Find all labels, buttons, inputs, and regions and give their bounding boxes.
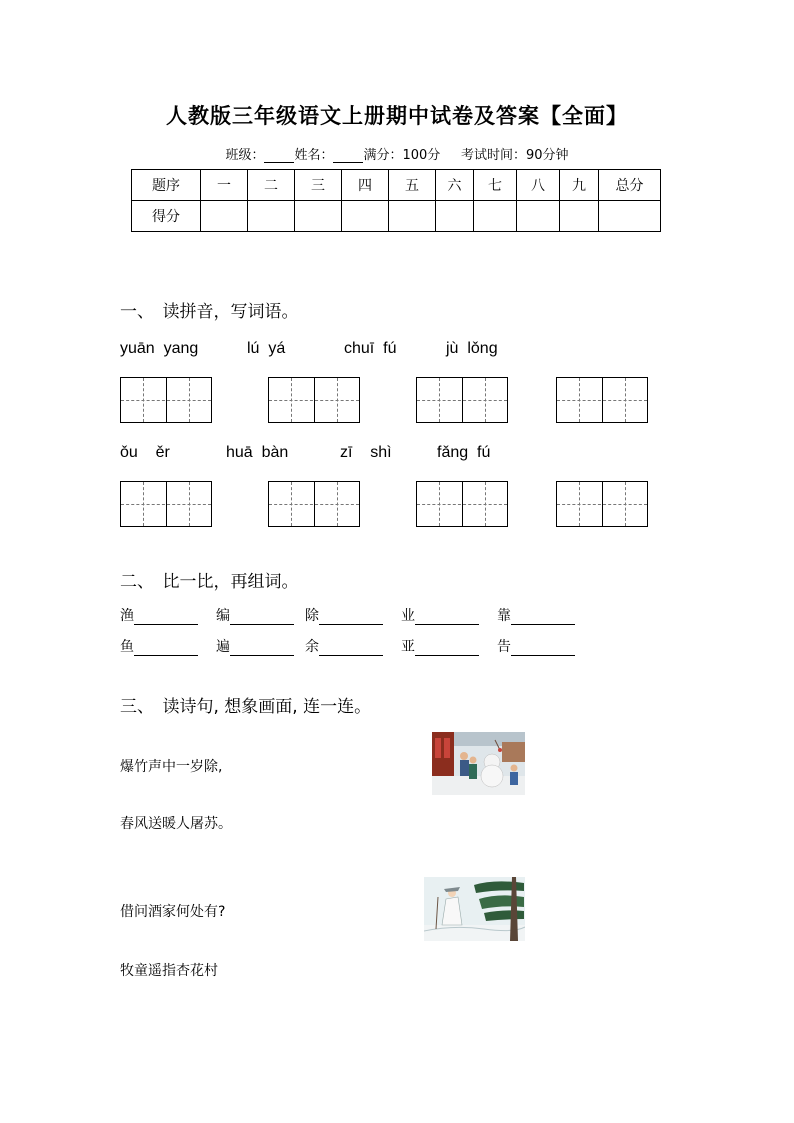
answer-blank[interactable] — [415, 641, 479, 656]
answer-blank[interactable] — [134, 610, 198, 625]
pinyin-label: yuān yang — [120, 340, 199, 357]
word-pair-item[interactable] — [497, 605, 575, 625]
header-cell: 总分 — [599, 170, 661, 201]
char: 告 — [497, 639, 511, 655]
char: 业 — [401, 608, 415, 624]
new-year-scene-image[interactable] — [432, 732, 525, 795]
score-cell[interactable] — [517, 201, 560, 232]
page-title: 人教版三年级语文上册期中试卷及答案【全面】 — [166, 104, 628, 128]
writing-grid[interactable] — [556, 481, 648, 527]
word-pair-item[interactable] — [305, 605, 383, 625]
char: 遍 — [216, 639, 230, 655]
exam-time-label: 考试时间：90分钟 — [460, 148, 569, 163]
writing-grid[interactable] — [416, 377, 508, 423]
score-cell[interactable] — [295, 201, 342, 232]
word-pair-item[interactable] — [305, 636, 383, 656]
name-label: 姓名： — [294, 148, 334, 163]
header-cell: 题序 — [132, 170, 201, 201]
char: 余 — [305, 639, 319, 655]
answer-blank[interactable] — [511, 641, 575, 656]
class-blank — [264, 149, 294, 163]
section2-heading: 二、 比一比，再组词。 — [120, 572, 299, 592]
writing-grid[interactable] — [120, 377, 212, 423]
char: 渔 — [120, 608, 134, 624]
score-table-header-row — [132, 170, 661, 201]
writing-grid[interactable] — [268, 377, 360, 423]
answer-blank[interactable] — [415, 610, 479, 625]
answer-blank[interactable] — [134, 641, 198, 656]
pinyin-label: huā bàn — [226, 444, 289, 461]
score-cell[interactable] — [560, 201, 599, 232]
char: 靠 — [497, 608, 511, 624]
score-cell[interactable] — [389, 201, 436, 232]
header-cell: 七 — [474, 170, 517, 201]
pinyin-label: lú yá — [247, 340, 286, 357]
pinyin-label: chuī fú — [344, 340, 397, 357]
poem-line[interactable]: 牧童遥指杏花村 — [120, 963, 218, 979]
poem-line[interactable]: 爆竹声中一岁除, — [120, 759, 223, 775]
header-cell: 八 — [517, 170, 560, 201]
score-row-label: 得分 — [132, 201, 201, 232]
score-cell[interactable] — [201, 201, 248, 232]
exam-info — [0, 144, 794, 163]
word-pair-item[interactable] — [216, 636, 294, 656]
header-cell: 六 — [436, 170, 474, 201]
header-cell: 二 — [248, 170, 295, 201]
word-pair-item[interactable] — [497, 636, 575, 656]
header-cell: 九 — [560, 170, 599, 201]
word-pair-item[interactable] — [120, 636, 198, 656]
word-pair-item[interactable] — [401, 636, 479, 656]
char: 编 — [216, 608, 230, 624]
writing-grid[interactable] — [556, 377, 648, 423]
writing-grid[interactable] — [120, 481, 212, 527]
char: 鱼 — [120, 639, 134, 655]
poem-line[interactable]: 春风送暖人屠苏。 — [120, 816, 232, 832]
score-cell[interactable] — [342, 201, 389, 232]
answer-blank[interactable] — [230, 641, 294, 656]
pinyin-label: zī shì — [340, 444, 392, 461]
header-cell: 一 — [201, 170, 248, 201]
char: 亚 — [401, 639, 415, 655]
section3-heading: 三、 读诗句, 想象画面, 连一连。 — [120, 697, 372, 717]
writing-grid[interactable] — [268, 481, 360, 527]
traveller-pine-image[interactable] — [424, 877, 525, 941]
word-pair-item[interactable] — [216, 605, 294, 625]
score-table — [131, 169, 661, 232]
char: 除 — [305, 608, 319, 624]
full-score-label: 满分：100分 — [363, 148, 441, 163]
poem-line[interactable]: 借问酒家何处有? — [120, 904, 226, 920]
class-label: 班级： — [225, 148, 265, 163]
header-cell: 五 — [389, 170, 436, 201]
name-blank — [333, 149, 363, 163]
pinyin-label: fǎng fú — [437, 444, 491, 461]
answer-blank[interactable] — [230, 610, 294, 625]
header-cell: 四 — [342, 170, 389, 201]
answer-blank[interactable] — [319, 641, 383, 656]
score-cell[interactable] — [599, 201, 661, 232]
answer-blank[interactable] — [511, 610, 575, 625]
section1-heading: 一、 读拼音，写词语。 — [120, 302, 299, 322]
pinyin-label: ǒu ěr — [120, 444, 170, 461]
score-table-score-row — [132, 201, 661, 232]
answer-blank[interactable] — [319, 610, 383, 625]
score-cell[interactable] — [474, 201, 517, 232]
score-cell[interactable] — [436, 201, 474, 232]
writing-grid[interactable] — [416, 481, 508, 527]
word-pair-item[interactable] — [401, 605, 479, 625]
pinyin-label: jù lǒng — [446, 340, 498, 357]
score-cell[interactable] — [248, 201, 295, 232]
header-cell: 三 — [295, 170, 342, 201]
word-pair-item[interactable] — [120, 605, 198, 625]
